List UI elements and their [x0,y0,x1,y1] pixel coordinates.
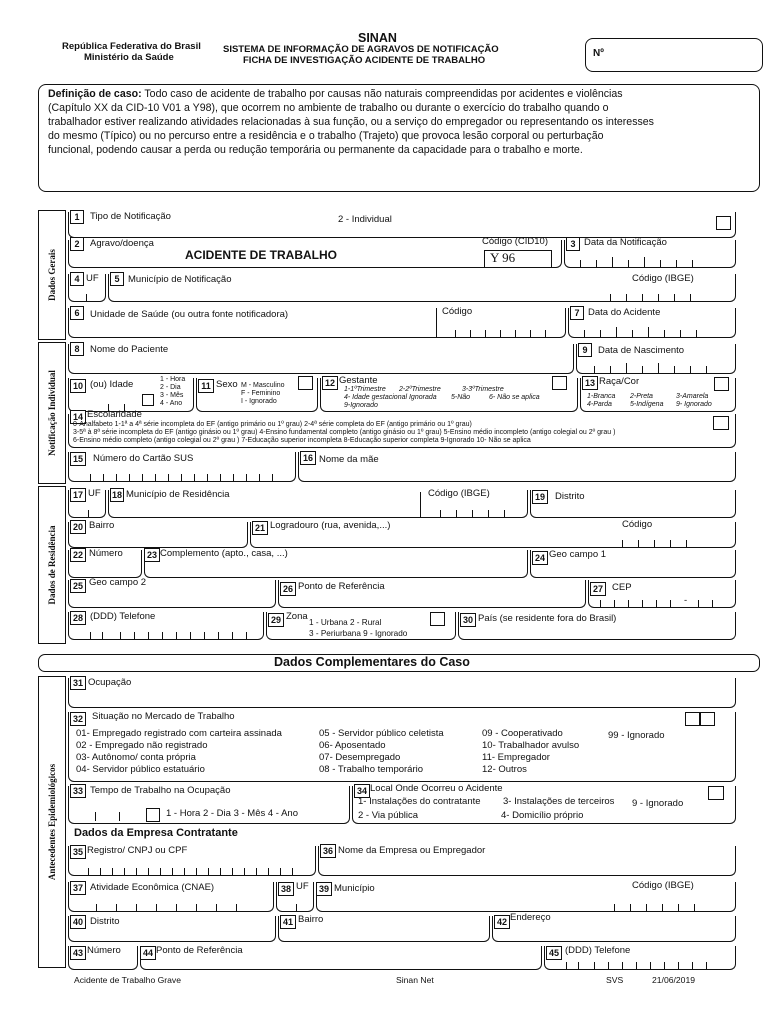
field-34-opt3: 3- Instalações de terceiros [503,796,615,807]
field-3-label: Data da Notificação [584,237,667,248]
field-20-number: 20 [70,520,86,534]
field-29-checkbox[interactable] [430,612,445,626]
field-32-number: 32 [70,712,86,726]
section-dados-residencia: Dados de Residência [38,486,66,644]
field-25-label: Geo campo 2 [89,577,147,588]
field-34-opt1: 1- Instalações do contratante [358,796,481,807]
field-11-opt3: I - Ignorado [241,398,277,405]
field-32-checkbox-1[interactable] [685,712,700,726]
field-39-code-label: Código (IBGE) [632,880,694,891]
field-37-number: 37 [70,881,86,895]
field-2-value: ACIDENTE DE TRABALHO [185,248,337,262]
field-2-cid-label: Código (CID10) [482,236,548,247]
field-34-opt9: 9 - Ignorado [632,798,684,809]
field-40-label: Distrito [90,916,120,927]
field-45-number: 45 [546,946,562,960]
field-15-number: 15 [70,452,86,466]
field-34-opt2: 2 - Via pública [358,810,419,821]
field-32-c1-3: 04- Servidor público estatuário [76,764,205,775]
field-28-label: (DDD) Telefone [90,611,156,622]
field-35-number: 35 [70,845,86,859]
field-30-label: País (se residente fora do Brasil) [478,613,617,624]
field-11-opt1: M - Masculino [241,382,285,389]
field-34-checkbox[interactable] [708,786,724,800]
sistema-title: SISTEMA DE INFORMAÇÃO DE AGRAVOS DE NOTIFICAÇÃO [223,44,499,55]
field-32-c3-3: 12- Outros [482,764,527,775]
field-24-number: 24 [532,551,548,565]
field-27-label: CEP [612,582,632,593]
ficha-title: FICHA DE INVESTIGAÇÃO ACIDENTE DE TRABALHO [243,55,486,66]
field-42-label: Endereço [510,912,551,923]
field-32-c1-2: 03- Autônomo/ conta própria [76,752,196,763]
field-43-label: Número [87,945,121,956]
field-10-number: 10 [70,379,86,393]
field-33-number: 33 [70,784,86,798]
field-5-code-label: Código (IBGE) [632,273,694,284]
field-12-opt9: 9-Ignorado [344,402,378,409]
field-10-label: (ou) Idade [90,379,134,390]
field-4-label: UF [86,273,99,284]
field-36-number: 36 [320,844,336,858]
field-39-number: 39 [316,882,332,896]
field-33-label: Tempo de Trabalho na Ocupação [90,785,231,796]
field-16-number: 16 [300,451,316,465]
footer-center: Sinan Net [396,975,434,985]
field-12-number: 12 [322,376,338,390]
field-29-label: Zona [286,611,308,622]
field-2-number: 2 [70,237,84,251]
definicao-line5: funcional, podendo causar a perda ou redução temporária ou permanente da capacidade para o trabalho e morte. [48,144,583,156]
field-10-opt3: 3 - Mês [160,392,184,399]
field-40-number: 40 [70,915,86,929]
field-21-code-label: Código [622,519,653,530]
field-27-dash: - [684,595,688,606]
field-44-number: 44 [140,946,156,960]
field-12-checkbox[interactable] [552,376,567,390]
field-12-opt4: 4- Idade gestacional Ignorada [344,394,437,401]
field-17-label: UF [88,488,101,499]
field-32-label: Situação no Mercado de Trabalho [92,711,235,722]
field-19-label: Distrito [555,491,585,502]
field-14-line2: 3-5ª à 8ª série incompleta do EF (antigo ginásio ou 1º grau) 4-Ensino fundamental completo (antigo ginásio ou 1º grau) 5-Ensino médio incompleto (antigo colegial ou 2º grau ) [73,429,616,436]
field-14-number: 14 [70,410,86,424]
field-9-number: 9 [578,343,592,357]
field-12-opt5: 5-Não [451,394,471,401]
field-10-opt4: 4 - Ano [160,400,183,407]
field-13-number: 13 [582,376,598,390]
field-42-number: 42 [494,915,510,929]
field-15-label: Número do Cartão SUS [93,453,194,464]
ministerio-text: Ministério da Saúde [84,52,174,63]
field-13-label: Raça/Cor [599,376,640,387]
field-8-label: Nome do Paciente [90,344,169,355]
field-11-number: 11 [198,379,214,393]
definicao-line4: do mesmo (Típico) ou no percurso entre a residência e o trabalho (Trajeto) que provoca lesão corporal ou perturbação [48,130,604,142]
field-13-opt3: 3-Amarela [676,393,709,400]
field-18-number: 18 [111,490,122,500]
field-20-label: Bairro [89,520,115,531]
field-23-label: Complemento (apto., casa, ...) [160,548,288,559]
field-19-number: 19 [532,490,548,504]
sinan-title: SINAN [358,31,397,45]
field-32-c3-1: 10- Trabalhador avulso [482,740,580,751]
field-3-number: 3 [566,237,580,251]
field-44-label: Ponto de Referência [156,945,243,956]
field-8-number: 8 [70,342,84,356]
field-21-number: 21 [252,521,268,535]
field-16-label: Nome da mãe [319,454,379,465]
field-29-opt2: 3 - Periurbana 9 - Ignorado [309,629,408,638]
field-21-label: Logradouro (rua, avenida,...) [270,520,391,531]
definicao-line3: trabalhador estiver realizando atividades relacionadas à sua função, ou a serviço do empregador ou representando os interesses [48,116,654,128]
field-9-label: Data de Nascimento [598,345,685,356]
footer-left: Acidente de Trabalho Grave [74,975,182,985]
field-32-c2-2: 07- Desempregado [319,752,401,763]
field-24-label: Geo campo 1 [549,549,607,560]
field-38-label: UF [296,881,309,892]
field-33-checkbox[interactable] [146,808,160,822]
field-22-label: Número [89,548,123,559]
field-36-label: Nome da Empresa ou Empregador [338,845,486,856]
empresa-heading: Dados da Empresa Contratante [74,827,238,839]
field-32-c3-0: 09 - Cooperativado [482,728,563,739]
section-dados-gerais: Dados Gerais [38,210,66,340]
field-32-c4: 99 - Ignorado [608,730,665,741]
field-14-line1: 0-Analfabeto 1-1ª a 4ª série incompleta do EF (antigo primário ou 1º grau) 2-4ª série completa do EF (antigo primário ou 1º grau) [73,421,472,428]
complementares-title: Dados Complementares do Caso [274,655,470,669]
field-12-opt2: 2-2ºTrimestre [399,386,441,393]
field-13-opt9: 9- Ignorado [676,401,712,408]
field-14-line3: 6-Ensino médio completo (antigo colegial ou 2º grau ) 7-Educação superior incompleta 8-Educação superior completa 9-Ignorado 10- Não se aplica [73,437,531,444]
field-30-number: 30 [460,613,476,627]
field-12-opt3: 3-3ºTrimestre [462,386,504,393]
field-13-opt4: 4-Parda [587,401,612,408]
field-32-c2-1: 06- Aposentado [319,740,386,751]
field-34-opt4: 4- Domicílio próprio [501,810,584,821]
field-31-number: 31 [70,676,86,690]
field-4-number: 4 [70,272,84,286]
field-33-options: 1 - Hora 2 - Dia 3 - Mês 4 - Ano [166,808,298,819]
definicao-line1: Definição de caso: Todo caso de acidente de trabalho por causas não naturais compreendidas por acidentes e violências [48,88,623,100]
republica-text: República Federativa do Brasil [62,41,201,52]
field-1-number: 1 [70,210,84,224]
field-25-number: 25 [70,579,86,593]
section-notificacao-individual: Notificação Individual [38,342,66,484]
field-1-label: Tipo de Notificação [90,211,171,222]
field-18-code-label: Código (IBGE) [428,488,490,499]
field-35-label: Registro/ CNPJ ou CPF [87,845,188,856]
field-5-label: Município de Notificação [128,274,232,285]
field-11-checkbox[interactable] [298,376,313,390]
field-6-code-label: Código [442,306,473,317]
field-29-number: 29 [268,613,284,627]
field-41-label: Bairro [298,914,324,925]
field-34-number: 34 [354,784,370,798]
field-7-label: Data do Acidente [588,307,661,318]
field-10-opt1: 1 - Hora [160,376,186,383]
field-12-opt6: 6- Não se aplica [489,394,540,401]
field-10-checkbox[interactable] [142,394,154,406]
field-7-number: 7 [570,306,584,320]
field-14-label: Escolaridade [87,409,142,420]
field-10-opt2: 2 - Dia [160,384,181,391]
field-32-c1-0: 01- Empregado registrado com carteira assinada [76,728,282,739]
field-39-label: Município [334,883,375,894]
field-26-label: Ponto de Referência [298,581,385,592]
field-32-c2-3: 08 - Trabalho temporário [319,764,424,775]
field-45-label: (DDD) Telefone [565,945,631,956]
numero-label: Nº [593,48,604,59]
field-32-c1-1: 02 - Empregado não registrado [76,740,208,751]
section-antecedentes: Antecedentes Epidemiológicos [38,676,66,968]
field-37-label: Atividade Econômica (CNAE) [90,882,215,893]
field-12-label: Gestante [339,375,378,386]
field-18-label: Município de Residência [126,489,230,500]
numero-box[interactable] [585,38,763,72]
field-29-opt1: 1 - Urbana 2 - Rural [309,618,382,627]
field-23-number: 23 [144,548,160,562]
field-38-number: 38 [278,882,294,896]
field-6-label: Unidade de Saúde (ou outra fonte notificadora) [90,309,289,320]
field-22-number: 22 [70,548,86,562]
field-6-number: 6 [70,306,84,320]
definicao-line2: (Capítulo XX da CID-10 V01 a Y98), que ocorrem no ambiente de trabalho ou durante o exercício do trabalho quando o [48,102,609,114]
field-13-checkbox[interactable] [714,377,729,391]
field-41-number: 41 [280,915,296,929]
field-27-box[interactable] [588,580,736,608]
field-2-cid-value: Y 96 [490,250,516,265]
field-5-number: 5 [110,272,124,286]
field-31-label: Ocupação [88,677,132,688]
field-32-checkbox-2[interactable] [700,712,715,726]
field-1-checkbox[interactable] [716,216,731,230]
field-31-box[interactable] [68,678,736,708]
field-13-opt2: 2-Preta [630,393,653,400]
field-28-number: 28 [70,611,86,625]
field-11-opt2: F - Feminino [241,390,281,397]
field-17-number: 17 [70,488,86,502]
field-27-number: 27 [590,582,606,596]
field-32-c2-0: 05 - Servidor público celetista [319,728,444,739]
field-26-number: 26 [280,582,296,596]
field-14-checkbox[interactable] [713,416,729,430]
field-13-opt1: 1-Branca [587,393,616,400]
field-2-label: Agravo/doença [90,238,154,249]
field-34-label: Local Onde Ocorreu o Acidente [370,783,503,794]
field-1-value: 2 - Individual [338,214,392,225]
field-12-opt1: 1-1ºTrimestre [344,386,386,393]
field-32-c3-2: 11- Empregador [482,752,550,763]
field-11-label: Sexo [216,379,238,390]
field-13-opt5: 5-Indígena [630,401,664,408]
footer-date: 21/06/2019 [652,975,696,985]
footer-svs: SVS [606,975,624,985]
field-43-number: 43 [70,946,86,960]
